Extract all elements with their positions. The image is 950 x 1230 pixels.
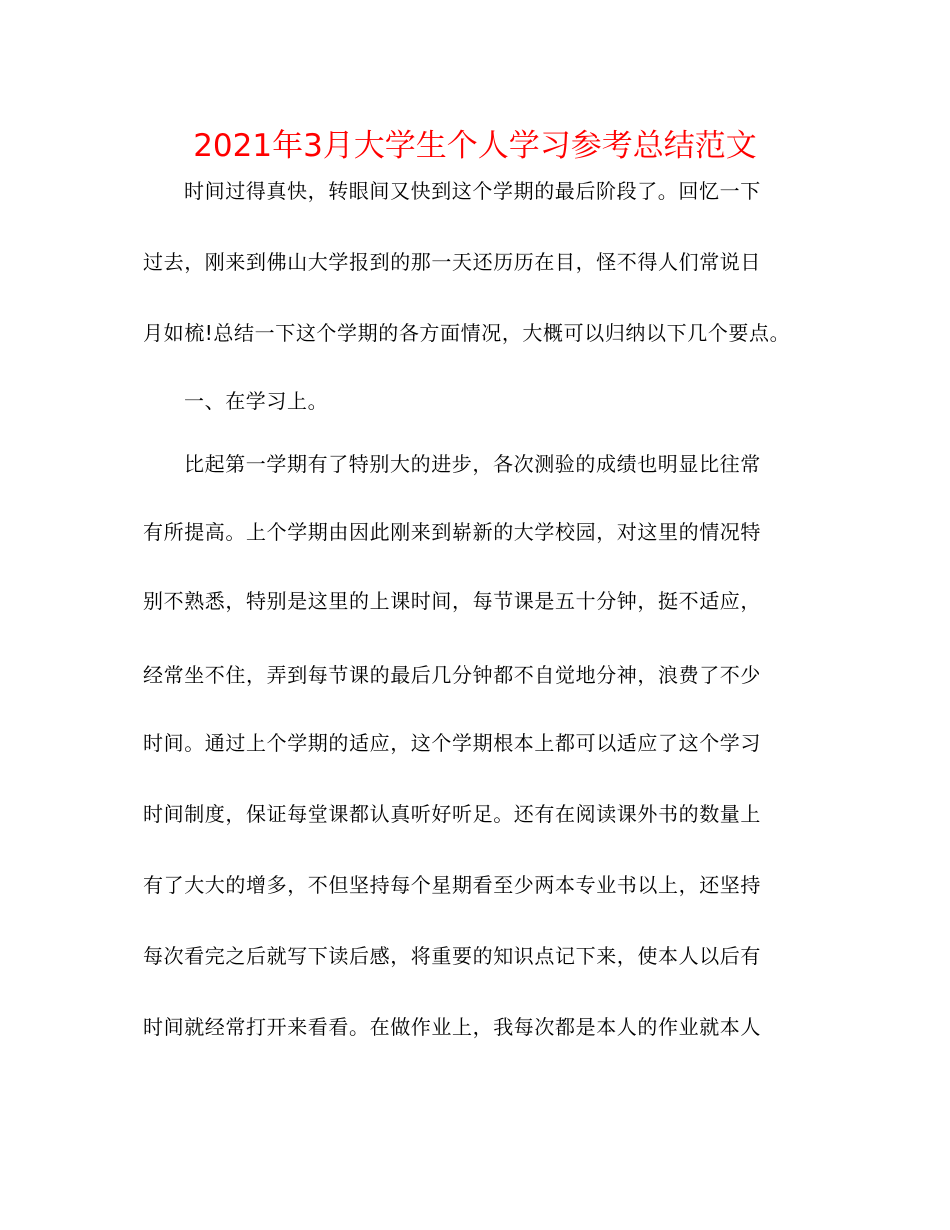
document-title: 2021年3月大学生个人学习参考总结范文 bbox=[193, 128, 757, 164]
paragraph-line-9: 时间。通过上个学期的适应，这个学期根本上都可以适应了这个学习 bbox=[143, 731, 761, 755]
paragraph-line-12: 每次看完之后就写下读后感，将重要的知识点记下来，使本人以后有 bbox=[143, 944, 761, 968]
paragraph-line-10: 时间制度，保证每堂课都认真听好听足。还有在阅读课外书的数量上 bbox=[143, 802, 761, 826]
paragraph-line-3: 月如梳!总结一下这个学期的各方面情况，大概可以归纳以下几个要点。 bbox=[143, 321, 791, 345]
paragraph-line-2: 过去，刚来到佛山大学报到的那一天还历历在目，怪不得人们常说日 bbox=[143, 250, 761, 274]
paragraph-line-8: 经常坐不住，弄到每节课的最后几分钟都不自觉地分神，浪费了不少 bbox=[143, 663, 761, 687]
paragraph-line-6: 有所提高。上个学期由因此刚来到崭新的大学校园，对这里的情况特 bbox=[143, 520, 761, 544]
paragraph-line-7: 别不熟悉，特别是这里的上课时间，每节课是五十分钟，挺不适应， bbox=[143, 589, 761, 613]
section-heading-study: 一、在学习上。 bbox=[184, 389, 329, 413]
paragraph-line-11: 有了大大的增多，不但坚持每个星期看至少两本专业书以上，还坚持 bbox=[143, 873, 761, 897]
paragraph-line-13: 时间就经常打开来看看。在做作业上，我每次都是本人的作业就本人 bbox=[143, 1015, 761, 1039]
paragraph-line-5: 比起第一学期有了特别大的进步，各次测验的成绩也明显比往常 bbox=[184, 452, 761, 476]
paragraph-line-1: 时间过得真快，转眼间又快到这个学期的最后阶段了。回忆一下 bbox=[184, 179, 761, 203]
